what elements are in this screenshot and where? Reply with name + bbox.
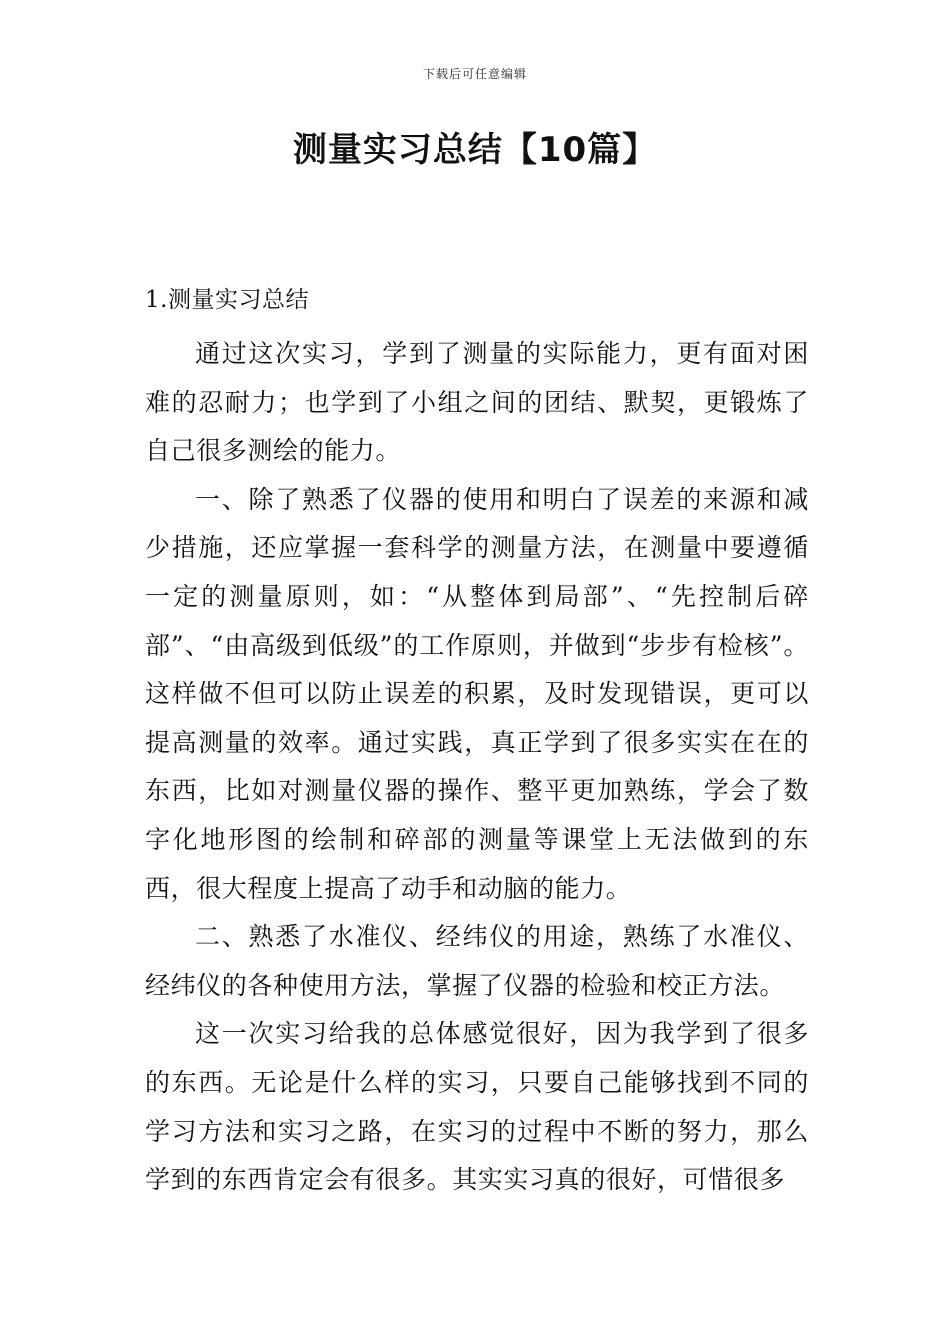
section-heading: 1.测量实习总结	[145, 287, 309, 313]
paragraph-1: 通过这次实习，学到了测量的实际能力，更有面对困难的忍耐力；也学到了小组之间的团结、默契，更锻炼了自己很多测绘的能力。	[145, 339, 809, 466]
document-body	[145, 282, 809, 1205]
paragraph-2: 一、除了熟悉了仪器的使用和明白了误差的来源和减少措施，还应掌握一套科学的测量方法，在测量中要遵循一定的测量原则，如：“从整体到局部”、“先控制后碎部”、“由高级到低级”的工作原则，并做到“步步有检核”。这样做不但可以防止误差的积累，及时发现错误，更可以提高测量的效率。通过实践，真正学到了很多实实在在的东西，比如对测量仪器的操作、整平更加熟练，学会了数字化地形图的绘制和碎部的测量等课堂上无法做到的东西，很大程度上提高了动手和动脑的能力。	[145, 484, 809, 903]
paragraph-3: 二、熟悉了水准仪、经纬仪的用途，熟练了水准仪、经纬仪的各种使用方法，掌握了仪器的检验和校正方法。	[145, 922, 809, 1000]
document-title: 测量实习总结【10篇】	[292, 130, 658, 170]
header-note: 下载后可任意编辑	[422, 67, 527, 81]
paragraph-4: 这一次实习给我的总体感觉很好，因为我学到了很多的东西。无论是什么样的实习，只要自己能够找到不同的学习方法和实习之路，在实习的过程中不断的努力，那么学到的东西肯定会有很多。其实实习真的很好，可惜很多	[145, 1019, 809, 1195]
